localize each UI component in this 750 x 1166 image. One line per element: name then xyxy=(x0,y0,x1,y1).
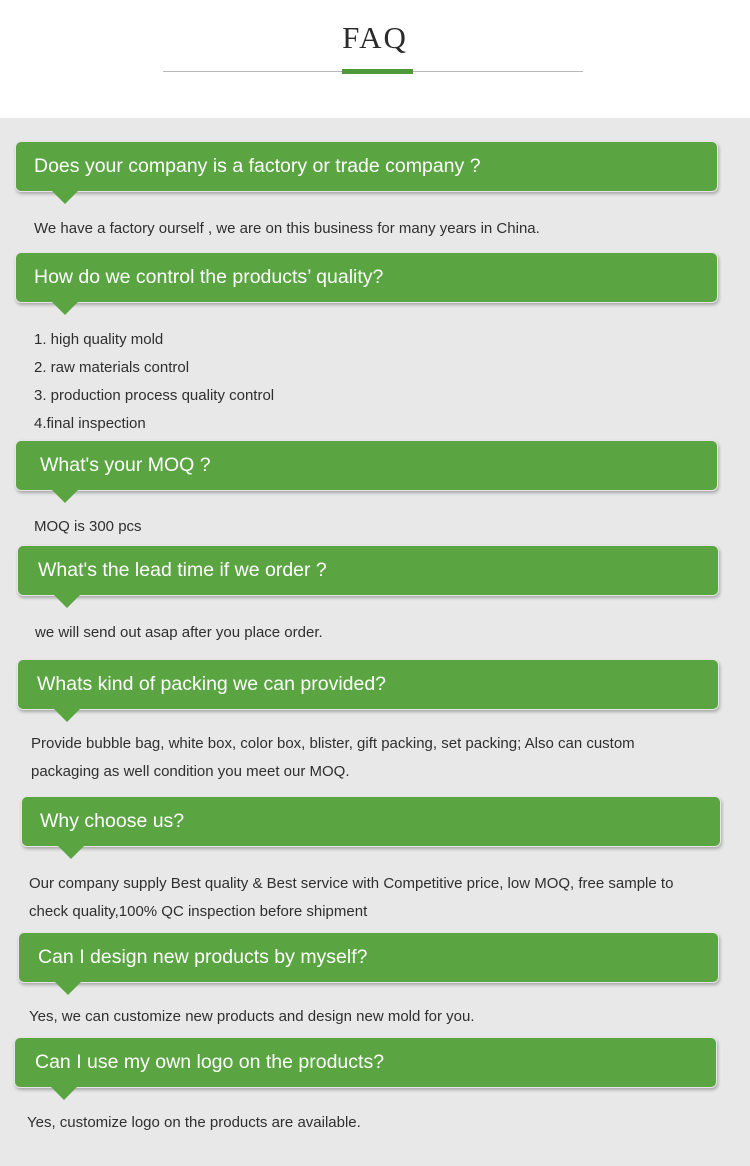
speech-tail xyxy=(52,191,78,204)
faq-answer-1 xyxy=(34,215,540,243)
speech-tail xyxy=(51,1087,77,1100)
faq-answer-line: MOQ is 300 pcs xyxy=(34,518,142,535)
faq-answer-6 xyxy=(29,870,673,926)
faq-section xyxy=(0,118,750,1166)
faq-question-text: What's the lead time if we order ? xyxy=(38,559,327,581)
faq-question-8 xyxy=(14,1037,717,1088)
faq-question-5 xyxy=(17,659,719,710)
faq-question-text: Does your company is a factory or trade company ? xyxy=(34,155,481,177)
page-title: FAQ xyxy=(342,20,408,55)
faq-question-2 xyxy=(15,252,718,303)
faq-answer-4 xyxy=(35,619,323,647)
faq-question-text: Whats kind of packing we can provided? xyxy=(37,673,387,695)
faq-question-text: What's your MOQ ? xyxy=(40,454,211,476)
speech-tail xyxy=(52,490,78,503)
faq-answer-line: packaging as well condition you meet our MOQ. xyxy=(31,763,350,780)
faq-question-4 xyxy=(17,545,719,596)
title-accent-bar xyxy=(342,69,413,74)
faq-question-text: Why choose us? xyxy=(40,810,185,832)
faq-answer-line: We have a factory ourself , we are on this business for many years in China. xyxy=(34,220,540,237)
faq-answer-line: check quality,100% QC inspection before shipment xyxy=(29,903,368,920)
faq-question-7 xyxy=(18,932,719,983)
faq-question-text: How do we control the products’ quality? xyxy=(34,266,384,288)
speech-tail xyxy=(52,302,78,315)
faq-question-text: Can I design new products by myself? xyxy=(38,946,368,968)
faq-question-1 xyxy=(15,141,718,192)
faq-answer-line: Our company supply Best quality & Best service with Competitive price, low MOQ, free sample to xyxy=(29,875,674,892)
speech-tail xyxy=(58,846,84,859)
faq-question-3 xyxy=(15,440,718,491)
faq-question-6 xyxy=(21,796,721,847)
faq-answer-2 xyxy=(34,326,274,438)
faq-answer-5 xyxy=(31,730,635,786)
speech-tail xyxy=(55,982,81,995)
speech-tail xyxy=(54,709,80,722)
faq-answer-line: Provide bubble bag, white box, color box, blister, gift packing, set packing; Also can custom xyxy=(31,735,635,752)
page-header xyxy=(0,0,750,118)
faq-answer-8 xyxy=(27,1109,361,1137)
faq-answer-3 xyxy=(34,513,142,541)
faq-answer-line: 3. production process quality control xyxy=(34,387,275,404)
faq-answer-line: we will send out asap after you place order. xyxy=(35,624,323,641)
faq-answer-line: 1. high quality mold xyxy=(34,331,164,348)
faq-answer-line: Yes, customize logo on the products are available. xyxy=(27,1114,361,1131)
faq-answer-line: Yes, we can customize new products and design new mold for you. xyxy=(29,1008,475,1025)
faq-answer-line: 2. raw materials control xyxy=(34,359,190,376)
faq-answer-7 xyxy=(29,1003,475,1031)
faq-question-text: Can I use my own logo on the products? xyxy=(35,1051,385,1073)
speech-tail xyxy=(54,595,80,608)
faq-answer-line: 4.final inspection xyxy=(34,415,146,432)
